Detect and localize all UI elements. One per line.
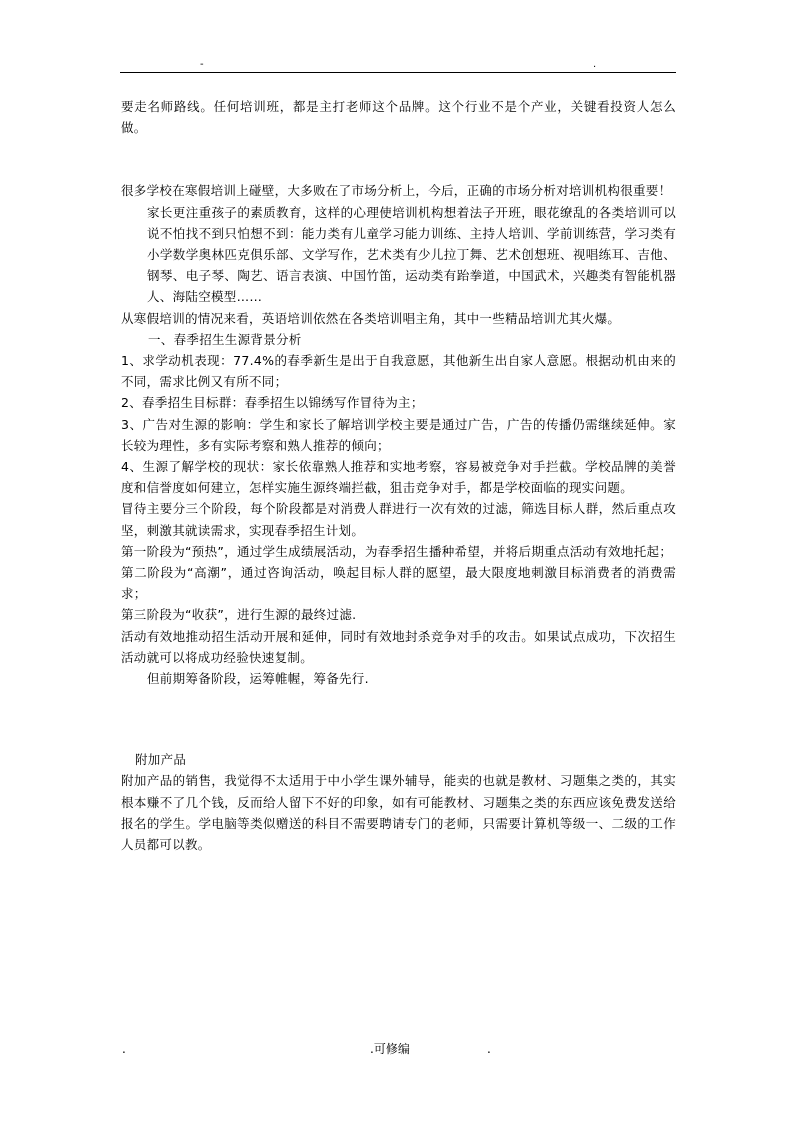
paragraph-stage-three: 第三阶段为“收获”，进行生源的最终过滤. [121,607,357,623]
document-body [121,96,676,855]
section-title-spring-enrollment: 一、春季招生生源背景分析 [148,331,302,347]
spacer [121,138,676,180]
list-item-target-group: 2、春季招生目标群：春季招生以锦绣写作冒待为主； [121,395,424,411]
header-rule [120,72,676,73]
list-item-advertising: 3、广告对生源的影响：学生和家长了解培训学校主要是通过广告，广告的传播仍需继续延伸。家长较为理性，多有实际考察和熟人推荐的倾向； [121,416,676,453]
paragraph-add-on-products: 附加产品的销售，我觉得不太适用于中小学生课外辅导，能卖的也就是教材、习题集之类的，其实根本赚不了几个钱，反而给人留下不好的印象，如有可能教材、习题集之类的东西应该免费发送给报名的学生。学电脑等类似赠送的科目不需要聘请专门的老师，只需要计算机等级一、二级的工作人员都可以教。 [121,773,676,853]
paragraph-activity-effect: 活动有效地推动招生活动开展和延伸，同时有效地封杀竞争对手的攻击。如果试点成功，下次招生活动就可以将成功经验快速复制。 [121,628,676,665]
footer-right-mark: . [487,1042,491,1056]
paragraph-stage-two: 第二阶段为“高潮”，通过咨询活动，唤起目标人群的愿望，最大限度地刺激目标消费者的消费需求； [121,565,676,602]
footer-editable-note: .可修编 [370,1042,410,1056]
spacer [121,689,676,749]
footer-left-mark: . [122,1042,126,1056]
list-item-motivation: 1、求学动机表现：77.4%的春季新生是出于自我意愿，其他新生出自家人意愿。根据动机由来的不同，需求比例又有所不同； [121,353,676,390]
header-left-mark: - [200,59,204,70]
paragraph-market-analysis: 很多学校在寒假培训上碰壁，大多败在了市场分析上，今后，正确的市场分析对培训机构很重要！ [121,183,672,199]
header-right-mark: . [593,59,597,70]
paragraph-teacher-brand: 要走名师路线。任何培训班，都是主打老师这个品牌。这个行业不是个产业，关键看投资人怎么做。 [121,99,676,136]
list-item-school-status: 4、生源了解学校的现状：家长依靠熟人推荐和实地考察，容易被竞争对手拦截。学校品牌的美誉度和信誉度如何建立，怎样实施生源终端拦截，狙击竞争对手，都是学校面临的现实问题。 [121,459,676,496]
paragraph-stage-one: 第一阶段为“预热”，通过学生成绩展活动，为春季招生播种希望，并将后期重点活动有效地托起； [121,543,673,559]
paragraph-course-types: 家长更注重孩子的素质教育，这样的心理使培训机构想着法子开班，眼花缭乱的各类培训可以说不怕找不到只怕想不到：能力类有儿童学习能力训练、主持人培训、学前训练营，学习类有小学数学奥林匹克俱乐部、文学写作，艺术类有少儿拉丁舞、艺术创想班、视唱练耳、吉他、钢琴、电子琴、陶艺、语言表演、中国竹笛，运动类有跆拳道，中国武术，兴趣类有智能机器人、海陆空模型…… [147,204,676,305]
paragraph-preparation: 但前期筹备阶段，运筹帷幄，筹备先行. [147,671,369,687]
paragraph-three-stages: 冒待主要分三个阶段，每个阶段都是对消费人群进行一次有效的过滤，筛选目标人群，然后重点攻坚，刺激其就读需求，实现春季招生计划。 [121,501,676,538]
section-title-add-on-products: 附加产品 [135,752,187,768]
paragraph-english-training: 从寒假培训的情况来看，英语培训依然在各类培训唱主角，其中一些精品培训尤其火爆。 [121,310,621,326]
